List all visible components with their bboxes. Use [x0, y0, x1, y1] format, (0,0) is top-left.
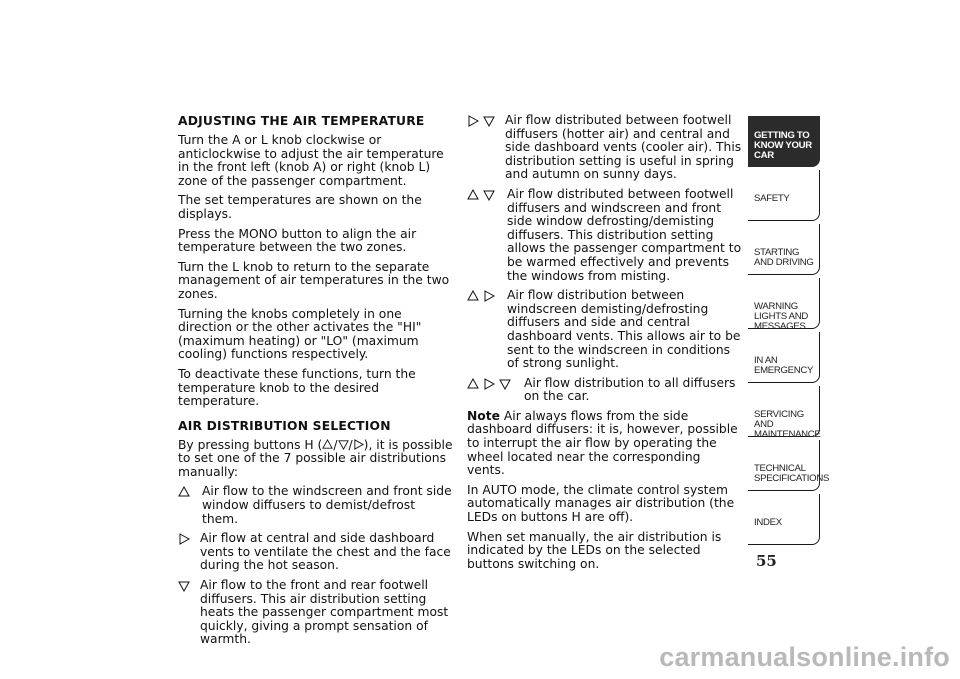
- tab-getting-to-know-your-car[interactable]: GETTING TO KNOW YOUR CAR: [748, 116, 820, 167]
- triangle-right-icon: [467, 115, 479, 127]
- paragraph: The set temperatures are shown on the displays.: [178, 193, 422, 221]
- triangle-down-icon: [338, 439, 349, 450]
- tab-technical-specifications[interactable]: TECHNICAL SPECIFICATIONS: [748, 440, 820, 491]
- triangle-right-icon: [483, 290, 495, 302]
- paragraph: Press the MONO button to align the air temperature between the two zones.: [178, 226, 417, 255]
- triangle-down-icon: [499, 378, 511, 390]
- paragraph: Turning the knobs completely in one direction or the other activates the "HI" (maximum heating) or "LO" (maximum cooling) functions respectively.: [178, 306, 422, 362]
- heading-air-distribution-selection: AIR DISTRIBUTION SELECTION: [178, 418, 391, 433]
- note-text: Air always flows from the side dashboard diffusers: it is, however, possible to interrupt the air flow by operating the wheel located near the corresponding vents.: [467, 408, 738, 478]
- item-text: Air flow distribution to all diffusers on the car.: [524, 375, 736, 404]
- watermark-text: carmanualsonline.info: [659, 642, 950, 672]
- paragraph: Turn the L knob to return to the separate management of air temperatures in the two zones.: [178, 259, 450, 301]
- right-column: [467, 114, 742, 577]
- distribution-item-footwell: [178, 579, 453, 647]
- page-number: 55: [756, 552, 777, 570]
- item-text: Air flow to the windscreen and front side window diffusers to demist/defrost them.: [202, 484, 452, 526]
- note-paragraph: [467, 410, 742, 478]
- triangle-right-icon: [178, 533, 190, 545]
- paragraph: To deactivate these functions, turn the temperature knob to the desired temperature.: [178, 366, 416, 409]
- tab-servicing-and-maintenance[interactable]: SERVICING AND MAINTENANCE: [748, 386, 820, 437]
- triangle-up-icon: [467, 378, 479, 390]
- tab-index[interactable]: INDEX: [748, 494, 820, 545]
- heading-adjusting-air-temperature: ADJUSTING THE AIR TEMPERATURE: [178, 114, 425, 128]
- distribution-item-vents: [178, 532, 453, 573]
- item-text: Air flow distributed between footwell diffusers (hotter air) and central and side dashboard vents (cooler air). This distribution setting is useful in spring and autumn on sunny days.: [505, 113, 742, 182]
- item-text: Air flow at central and side dashboard vents to ventilate the chest and the face during the hot season.: [200, 531, 451, 573]
- triangle-right-icon: [483, 378, 495, 390]
- paragraph-buttons-h: By pressing buttons H ( / / ), it is possible to set one of the 7 possible air distributions manually:: [178, 437, 453, 479]
- tab-warning-lights-and-messages[interactable]: WARNING LIGHTS AND MESSAGES: [748, 278, 820, 329]
- distribution-item-footwell-vents: [467, 114, 742, 182]
- triangle-up-icon: [178, 486, 190, 498]
- distribution-item-all: [467, 377, 742, 404]
- paragraph: When set manually, the air distribution is indicated by the LEDs on the selected buttons switching on.: [467, 529, 722, 571]
- item-text: Air flow distribution between windscreen demisting/defrosting diffusers and side and central dashboard vents. This allows air to be sent to the windscreen in conditions of strong sunlight.: [507, 288, 741, 371]
- triangle-down-icon: [178, 580, 190, 592]
- item-text: Air flow to the front and rear footwell diffusers. This air distribution setting heats the passenger compartment most quickly, giving a prompt sensation of warmth.: [200, 578, 449, 647]
- item-text: Air flow distributed between footwell diffusers and windscreen and front side window defrosting/demisting diffusers. This distribution setting allows the passenger compartment to be warmed effectively and prevents the windows from misting.: [507, 186, 742, 283]
- section-tabs: [748, 116, 830, 548]
- distribution-item-footwell-windscreen: [467, 188, 742, 283]
- triangle-up-icon: [322, 439, 333, 450]
- tab-in-an-emergency[interactable]: IN AN EMERGENCY: [748, 332, 820, 383]
- paragraph: Turn the A or L knob clockwise or anticlockwise to adjust the air temperature in the front left (knob A) or right (knob L) zone of the passenger compartment.: [178, 133, 444, 188]
- distribution-item-windscreen: [178, 485, 453, 526]
- note-label: Note: [467, 408, 500, 423]
- left-column: [178, 114, 453, 653]
- tab-starting-and-driving[interactable]: STARTING AND DRIVING: [748, 224, 820, 275]
- triangle-up-icon: [467, 189, 479, 201]
- triangle-down-icon: [483, 189, 495, 201]
- triangle-up-icon: [467, 290, 479, 302]
- triangle-down-icon: [483, 115, 495, 127]
- tab-safety[interactable]: SAFETY: [748, 170, 820, 221]
- paragraph: In AUTO mode, the climate control system automatically manages air distribution (the LEDs on buttons H are off).: [467, 482, 735, 525]
- triangle-right-icon: [353, 439, 364, 450]
- distribution-item-windscreen-vents: [467, 289, 742, 371]
